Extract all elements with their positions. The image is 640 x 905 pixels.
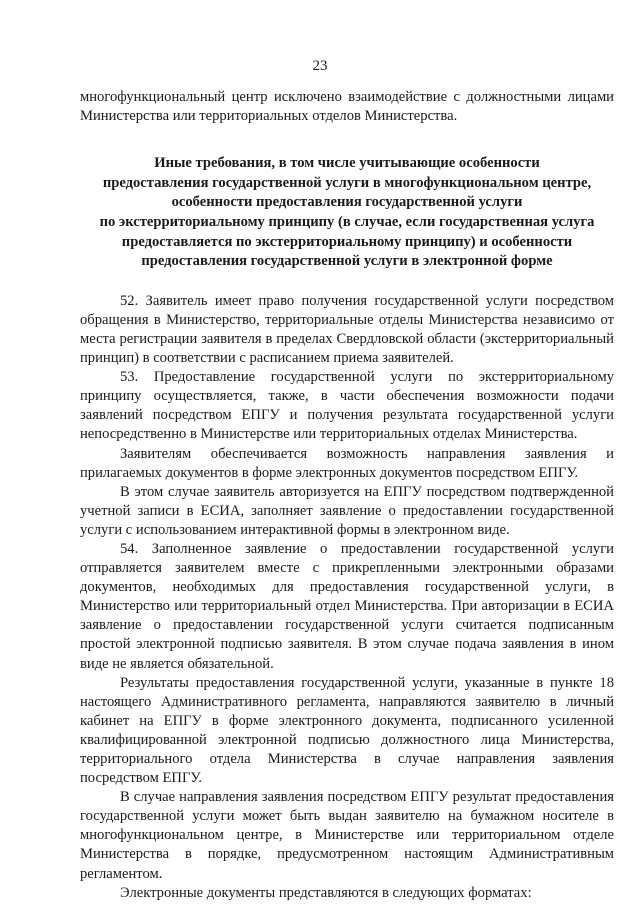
heading-line: Иные требования, в том числе учитывающие особенности <box>154 155 540 172</box>
paragraph-esia-authorization: В этом случае заявитель авторизуется на ЕПГУ посредством подтвержденной учетной записи в ЕСИА, заполняет заявление о предоставлении государственной услуги с использованием интерактивной формы в электронном виде. <box>80 483 614 538</box>
heading-line: предоставления государственной услуги в электронной форме <box>141 253 553 270</box>
page-number: 23 <box>312 58 328 74</box>
paragraph-formats: Электронные документы представляются в следующих форматах: <box>120 884 532 901</box>
paragraph-applicants-epgu: Заявителям обеспечивается возможность направления заявления и прилагаемых документов в форме электронных документов посредством ЕПГУ. <box>80 445 614 481</box>
paragraph-53: 53. Предоставление государственной услуги по экстерриториальному принципу осуществляется, также, в части обеспечения возможности подачи заявлений посредством ЕПГУ и получения результата государственной услуги непосредственно в Министерстве или территориальных отделах Министерства. <box>80 369 614 443</box>
paragraph-results-paper: В случае направления заявления посредством ЕПГУ результат предоставления государственной услуги может быть выдан заявителю на бумажном носителе в многофункциональном центре, в Министерстве или территориальном отделе Министерства в порядке, предусмотренном настоящим Административным регламентом. <box>80 789 614 882</box>
heading-line: предоставления государственной услуги в многофункциональном центре, <box>102 174 592 191</box>
heading-line: особенности предоставления государственной услуги <box>171 194 523 211</box>
section-heading <box>80 154 614 272</box>
paragraph-52: 52. Заявитель имеет право получения государственной услуги посредством обращения в Министерство, территориальные отделы Министерства независимо от места регистрации заявителя в пределах Свердловской области (экстерриториальный принцип) в соответствии с расписанием приема заявителей. <box>80 292 614 367</box>
paragraph-54: 54. Заполненное заявление о предоставлении государственной услуги отправляется заявителем вместе с прикрепленными электронными образами документов, необходимых для предоставления государственной услуги, в Министерство или территориальный отдел Министерства. При авторизации в ЕСИА заявление о предоставлении государственной услуги считается подписанным простой электронной подписью заявителя. В этом случае подача заявления в ином виде не является обязательной. <box>80 540 614 672</box>
heading-line: предоставляется по экстерриториальному принципу) и особенности <box>121 233 573 250</box>
intro-paragraph: многофункциональный центр исключено взаимодействие с должностными лицами Министерства или территориальных отделов Министерства. <box>80 89 614 125</box>
paragraph-results-electronic: Результаты предоставления государственной услуги, указанные в пункте 18 настоящего Административного регламента, направляются заявителю в личный кабинет на ЕПГУ в форме электронного документа, подписанного усиленной квалифицированной электронной подписью должностного лица Министерства, территориального отдела Министерства в случае направления заявления посредством ЕПГУ. <box>80 674 614 787</box>
heading-line: по экстерриториальному принципу (в случае, если государственная услуга <box>99 213 595 230</box>
document-body <box>80 88 614 903</box>
